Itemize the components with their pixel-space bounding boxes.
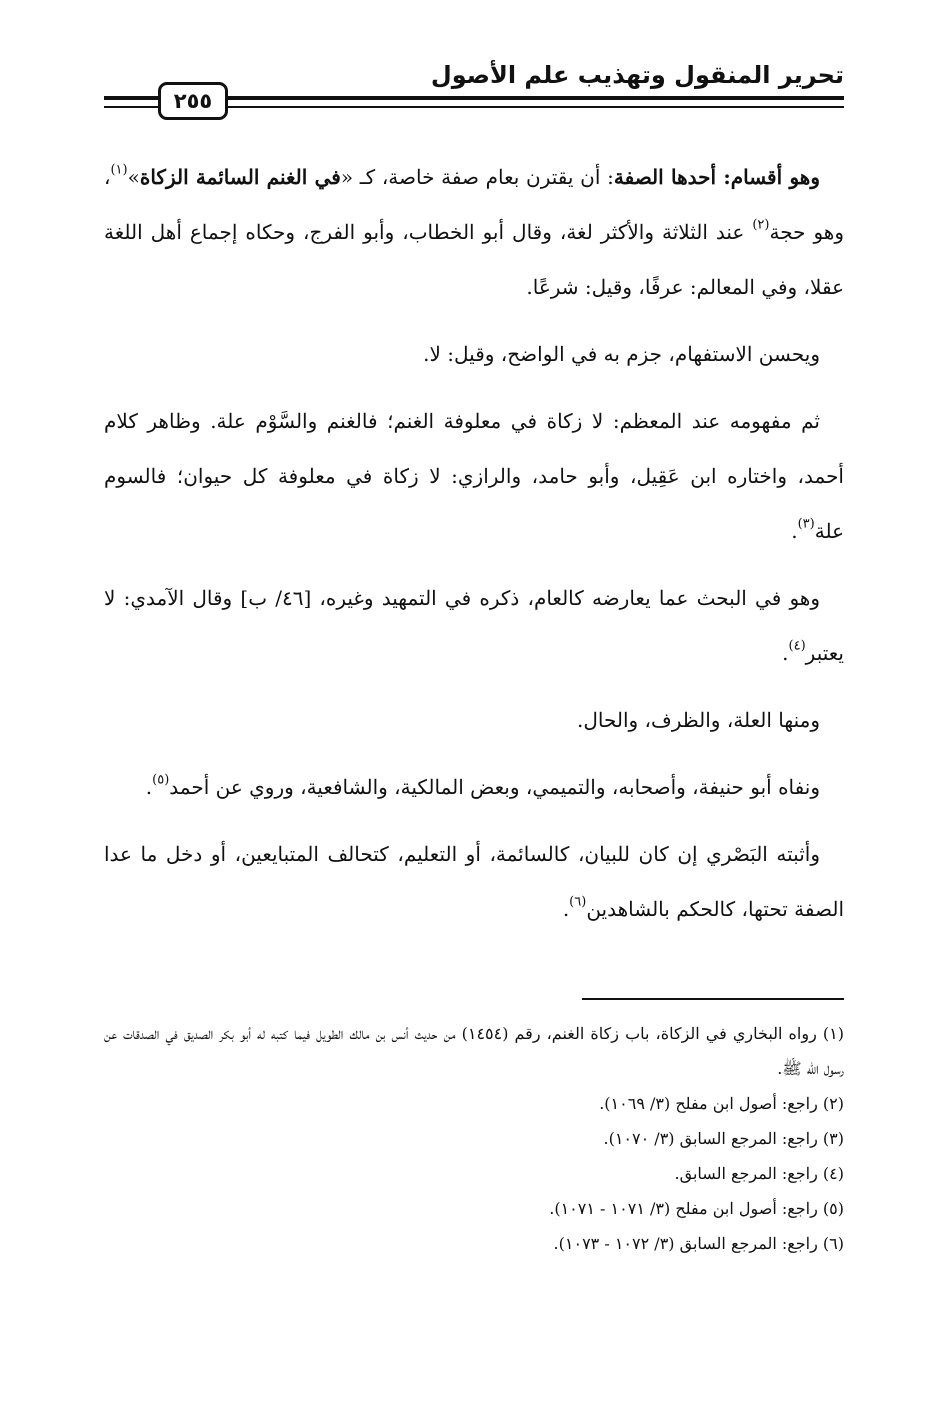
paragraph-1-text-c: ، وهو حجة	[104, 165, 845, 244]
footnote-5: (٥) راجع: أصول ابن مفلح (٣/ ١٠٧١ - ١٠٧١).	[549, 1199, 844, 1218]
footnote-4: (٤) راجع: المرجع السابق.	[674, 1164, 844, 1183]
footnote-ref-6[interactable]: (٦)	[569, 894, 587, 910]
paragraph-1-bold-lead: وهو أقسام: أحدها الصفة	[613, 165, 820, 189]
footnote-ref-2[interactable]: (٢)	[752, 217, 770, 233]
paragraph-7-text: وأثبته البَصْري إن كان للبيان، كالسائمة، أو التعليم، كتحالف المتبايعين، أو دخل ما عدا الصفة تحتها، كالحكم بالشاهدين	[104, 842, 844, 921]
paragraph-3	[104, 394, 844, 559]
paragraph-2	[104, 327, 844, 382]
paragraph-4-text: وهو في البحث عما يعارضه كالعام، ذكره في التمهيد وغيره، [٤٦/ ب] وقال الآمدي: لا يعتبر	[104, 586, 844, 665]
paragraph-6-text: ونفاه أبو حنيفة، وأصحابه، والتميمي، وبعض المالكية، والشافعية، وروي عن أحمد	[169, 775, 820, 799]
page-number-badge: ٢٥٥	[158, 82, 228, 120]
footnote-ref-1[interactable]: (١)	[110, 162, 128, 178]
footnote-1: (١) رواه البخاري في الزكاة، باب زكاة الغنم، رقم (١٤٥٤) من حديث أنس بن مالك الطويل فيما كتبه له أبو بكر الصديق في الصدقات عن رسول الله ﷺ.	[104, 1024, 844, 1078]
paragraph-5-text: ومنها العلة، والظرف، والحال.	[576, 708, 820, 732]
paragraph-7-end: .	[562, 897, 570, 921]
paragraph-4-end: .	[782, 641, 789, 665]
footnote-separator	[582, 998, 844, 1000]
paragraph-3-end: .	[791, 519, 798, 543]
footnote-ref-5[interactable]: (٥)	[152, 772, 170, 788]
running-header-title: تحرير المنقول وتهذيب علم الأصول	[430, 61, 844, 89]
paragraph-1-text-b: »	[127, 165, 140, 189]
footnote-2: (٢) راجع: أصول ابن مفلح (٣/ ١٠٦٩).	[599, 1094, 844, 1113]
paragraph-1-text-d: عند الثلاثة والأكثر لغة، وقال أبو الخطاب، وأبو الفرج، وحكاه إجماع أهل اللغة عقلا، وفي المعالم: عرفًا، وقيل: شرعًا.	[104, 220, 844, 299]
paragraph-6	[104, 760, 844, 815]
main-text	[104, 150, 844, 949]
paragraph-4	[104, 571, 844, 681]
paragraph-1	[104, 150, 844, 315]
paragraph-1-text-a: : أن يقترن بعام صفة خاصة، كـ «	[340, 165, 614, 189]
paragraph-2-text: ويحسن الاستفهام، جزم به في الواضح، وقيل: لا.	[423, 342, 820, 366]
footnotes	[104, 1016, 844, 1261]
paragraph-7	[104, 827, 844, 937]
paragraph-6-end: .	[145, 775, 153, 799]
footnote-6: (٦) راجع: المرجع السابق (٣/ ١٠٧٢ - ١٠٧٣).	[553, 1234, 844, 1253]
footnote-3: (٣) راجع: المرجع السابق (٣/ ١٠٧٠).	[603, 1129, 844, 1148]
footnote-ref-4[interactable]: (٤)	[788, 638, 806, 654]
paragraph-5	[104, 693, 844, 748]
paragraph-1-hadith-quote: في الغنم السائمة الزكاة	[139, 165, 341, 189]
paragraph-3-text: ثم مفهومه عند المعظم: لا زكاة في معلوفة الغنم؛ فالغنم والسَّوْم علة. وظاهر كلام أحمد، واختاره ابن عَقِيل، وأبو حامد، والرازي: لا زكاة في معلوفة كل حيوان؛ فالسوم علة	[104, 409, 844, 543]
footnote-ref-3[interactable]: (٣)	[797, 516, 815, 532]
